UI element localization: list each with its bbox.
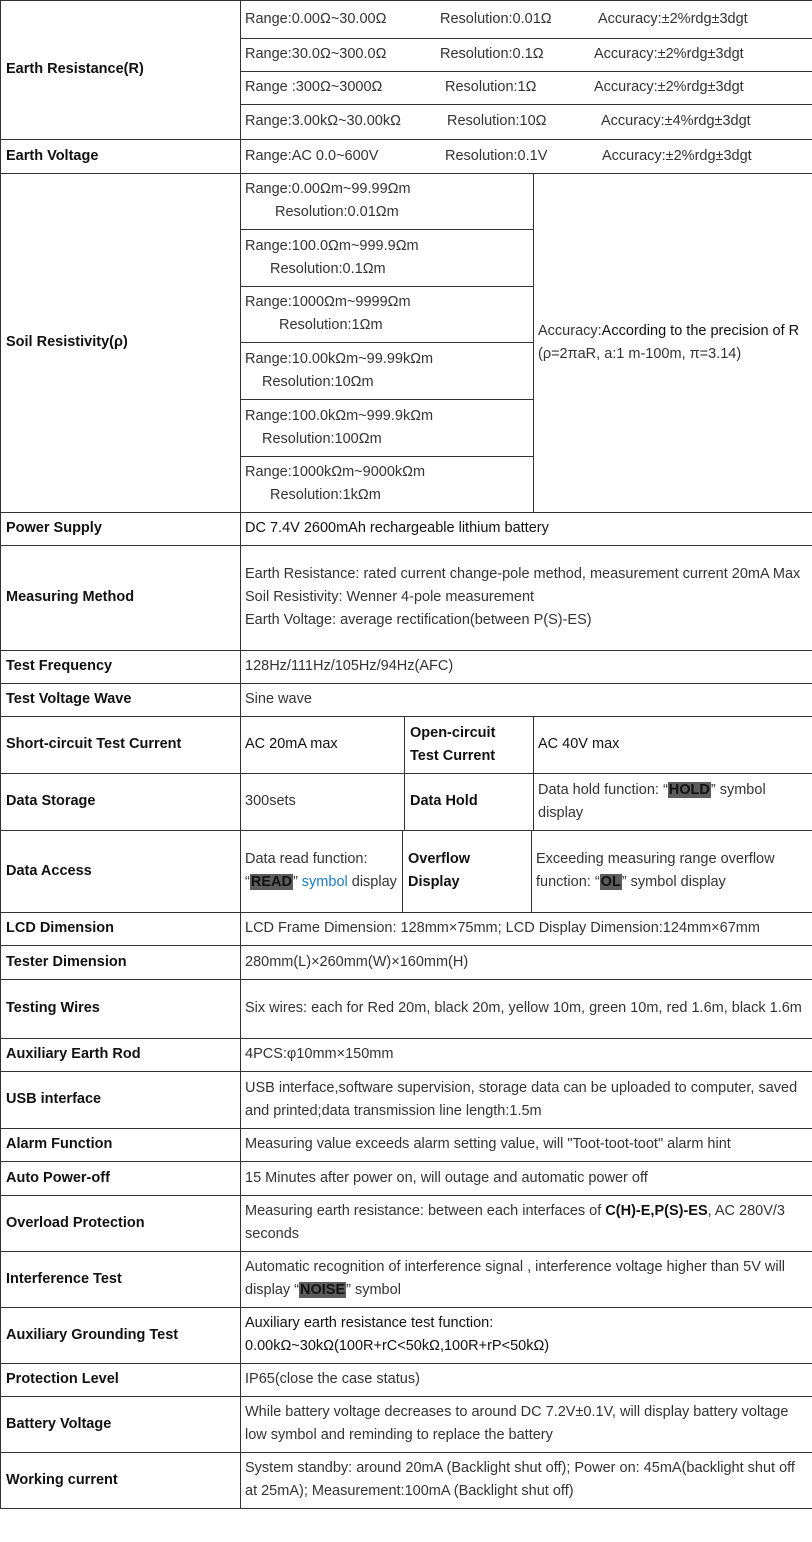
range-text: Range:100.0kΩm~999.9kΩm (245, 407, 434, 424)
soil-resistivity-range-2 (240, 229, 533, 286)
hold-symbol: HOLD (668, 781, 710, 798)
interference-text-post: ” symbol (346, 1282, 401, 1298)
range-text: Range:100.0Ωm~999.9Ωm (245, 237, 419, 254)
aux-grounding-test-label: Auxiliary Grounding Test (6, 1326, 179, 1343)
test-voltage-wave-label: Test Voltage Wave (6, 691, 132, 707)
soil-resistivity-range-4 (240, 342, 533, 399)
terminal-ch-e: C(H)-E (605, 1203, 651, 1219)
open-circuit-label: Open-circuit Test Current (410, 724, 496, 764)
range-text: Range :300Ω~3000Ω (245, 79, 383, 95)
overload-text-pre: Measuring earth resistance: between each interfaces of (245, 1203, 606, 1219)
method-line: Earth Voltage: average rectification(between P(S)-ES) (245, 612, 592, 628)
range-text: Range:0.00Ωm~99.99Ωm (245, 181, 411, 197)
range-text: Range:1000kΩm~9000kΩm (245, 464, 426, 480)
resolution-text: Resolution:1Ωm (279, 317, 383, 333)
overflow-text-post: ” symbol display (621, 874, 726, 890)
resolution-text: Resolution:100Ωm (262, 430, 382, 447)
ol-symbol: OL (600, 874, 621, 890)
test-voltage-wave-value: Sine wave (245, 691, 312, 707)
soil-resistivity-range-5 (240, 399, 533, 456)
hold-text-post: ” symbol display (538, 781, 766, 821)
data-access-label: Data Access (6, 862, 92, 879)
overload-protection-value (240, 1195, 812, 1251)
soil-resistivity-range-1 (240, 173, 533, 229)
noise-symbol: NOISE (300, 1282, 346, 1298)
auto-power-off-label: Auto Power-off (6, 1169, 110, 1186)
method-line: Soil Resistivity: Wenner 4-pole measurement (245, 589, 535, 605)
auto-power-off-value: 15 Minutes after power on, will outage and automatic power off (245, 1169, 648, 1186)
accuracy-text: According to the precision of R (601, 322, 800, 339)
interference-test-value (240, 1251, 812, 1307)
usb-interface-label: USB interface (6, 1091, 102, 1107)
terminal-ps-es: P(S)-ES (654, 1203, 708, 1219)
alarm-function-label: Alarm Function (6, 1136, 113, 1152)
short-circuit-value: AC 20mA max (245, 736, 338, 752)
protection-level-label: Protection Level (6, 1371, 119, 1387)
terminal-separator: , (650, 1203, 655, 1219)
resolution-text: Resolution:10Ω (447, 113, 547, 129)
overload-protection-label: Overload Protection (6, 1214, 145, 1231)
resolution-text: Resolution:1Ω (445, 79, 537, 95)
aux-earth-rod-label: Auxiliary Earth Rod (6, 1046, 141, 1062)
working-current-value: System standby: around 20mA (Backlight shut off); Power on: 45mA(backlight shut off at 25mA); Measurement:100mA (Backlight shut off) (245, 1460, 795, 1499)
overflow-display-label: Overflow Display (408, 851, 471, 890)
working-current-label: Working current (6, 1471, 118, 1488)
hold-text-pre: Data hold function: “ (538, 781, 668, 798)
formula-text: (ρ=2πaR, a:1 m-100m, π=3.14) (538, 345, 742, 362)
table-border (0, 1508, 812, 1509)
usb-interface-value: USB interface,software supervision, storage data can be uploaded to computer, saved and printed;data transmission line length:1.5m (245, 1079, 798, 1119)
data-storage-value: 300sets (245, 793, 296, 809)
battery-voltage-label: Battery Voltage (6, 1415, 112, 1432)
testing-wires-value: Six wires: each for Red 20m, black 20m, yellow 10m, green 10m, red 1.6m, black 1.6m (245, 1000, 802, 1016)
aux-grounding-line-2: 0.00kΩ~30kΩ(100R+rC<50kΩ,100R+rP<50kΩ) (245, 1338, 550, 1354)
range-text: Range:30.0Ω~300.0Ω (245, 46, 387, 62)
test-frequency-value: 128Hz/111Hz/105Hz/94Hz(AFC) (245, 658, 454, 674)
open-circuit-value: AC 40V max (538, 736, 620, 752)
soil-resistivity-label: Soil Resistivity(ρ) (6, 334, 128, 350)
battery-voltage-value: While battery voltage decreases to around DC 7.2V±0.1V, will display battery voltage low symbol and reminding to replace the battery (245, 1404, 789, 1443)
data-hold-value (533, 773, 812, 830)
read-symbol: READ (250, 874, 292, 890)
accuracy-prefix: Accuracy: (538, 322, 602, 339)
read-text-mid: ” (292, 874, 302, 890)
earth-resistance-label: Earth Resistance(R) (6, 61, 144, 77)
earth-resistance-range-4 (240, 104, 812, 139)
overload-text-post: , AC 280V/3 seconds (245, 1203, 785, 1242)
measuring-method-label: Measuring Method (6, 589, 135, 605)
aux-grounding-line-1: Auxiliary earth resistance test function: (245, 1315, 494, 1331)
range-text: Range:3.00kΩ~30.00kΩ (245, 113, 401, 129)
range-text: Range:1000Ωm~9999Ωm (245, 294, 411, 310)
alarm-function-value: Measuring value exceeds alarm setting value, will "Toot-toot-toot" alarm hint (245, 1136, 731, 1152)
resolution-text: Resolution:0.01Ωm (275, 204, 399, 220)
overflow-text-pre: Exceeding measuring range overflow function: “ (536, 851, 775, 890)
accuracy-text: Accuracy:±2%rdg±3dgt (598, 10, 748, 27)
resolution-text: Resolution:0.1Ω (440, 46, 544, 62)
earth-resistance-range-2 (240, 38, 812, 71)
earth-resistance-range-3 (240, 71, 812, 104)
testing-wires-label: Testing Wires (6, 1000, 100, 1016)
read-text-post: display (347, 874, 397, 890)
power-supply-label: Power Supply (6, 520, 102, 536)
earth-resistance-range-1 (240, 0, 812, 38)
symbol-link[interactable]: symbol (301, 874, 348, 890)
short-circuit-label: Short-circuit Test Current (6, 736, 182, 752)
accuracy-text: Accuracy:±2%rdg±3dgt (594, 46, 744, 62)
range-text: Range:0.00Ω~30.00Ω (245, 10, 387, 27)
data-access-value (240, 830, 402, 912)
tester-dimension-label: Tester Dimension (6, 953, 127, 970)
interference-test-label: Interference Test (6, 1270, 122, 1287)
resolution-text: Resolution:10Ωm (262, 373, 374, 390)
read-text-pre: Data read function: “ (245, 851, 368, 890)
measuring-method-value (240, 545, 812, 650)
soil-resistivity-range-6 (240, 456, 533, 512)
resolution-text: Resolution:0.1Ωm (270, 260, 386, 277)
accuracy-text: Accuracy:±2%rdg±3dgt (602, 147, 752, 164)
data-storage-label: Data Storage (6, 793, 96, 809)
overflow-display-value (531, 830, 812, 912)
earth-voltage-value (240, 139, 812, 173)
resolution-text: Resolution:0.01Ω (440, 10, 552, 27)
resolution-text: Resolution:1kΩm (270, 487, 381, 503)
lcd-dimension-value: LCD Frame Dimension: 128mm×75mm; LCD Display Dimension:124mm×67mm (245, 920, 760, 936)
accuracy-text: Accuracy:±4%rdg±3dgt (601, 113, 751, 129)
earth-voltage-label: Earth Voltage (6, 147, 99, 164)
accuracy-text: Accuracy:±2%rdg±3dgt (594, 79, 744, 95)
aux-grounding-test-value (240, 1307, 812, 1363)
resolution-text: Resolution:0.1V (445, 147, 548, 164)
protection-level-value: IP65(close the case status) (245, 1371, 420, 1387)
range-text: Range:AC 0.0~600V (245, 147, 379, 164)
power-supply-value: DC 7.4V 2600mAh rechargeable lithium battery (245, 520, 549, 536)
data-hold-label: Data Hold (410, 793, 478, 809)
method-line: Earth Resistance: rated current change-pole method, measurement current 20mA Max (245, 566, 801, 582)
lcd-dimension-label: LCD Dimension (6, 920, 114, 936)
range-text: Range:10.00kΩm~99.99kΩm (245, 350, 434, 367)
test-frequency-label: Test Frequency (6, 658, 113, 674)
tester-dimension-value: 280mm(L)×260mm(W)×160mm(H) (245, 953, 469, 970)
interference-text-pre: Automatic recognition of interference signal , interference voltage higher than 5V will display “ (245, 1259, 786, 1298)
soil-resistivity-accuracy (533, 173, 812, 512)
soil-resistivity-range-3 (240, 286, 533, 342)
aux-earth-rod-value: 4PCS:φ10mm×150mm (245, 1046, 394, 1062)
